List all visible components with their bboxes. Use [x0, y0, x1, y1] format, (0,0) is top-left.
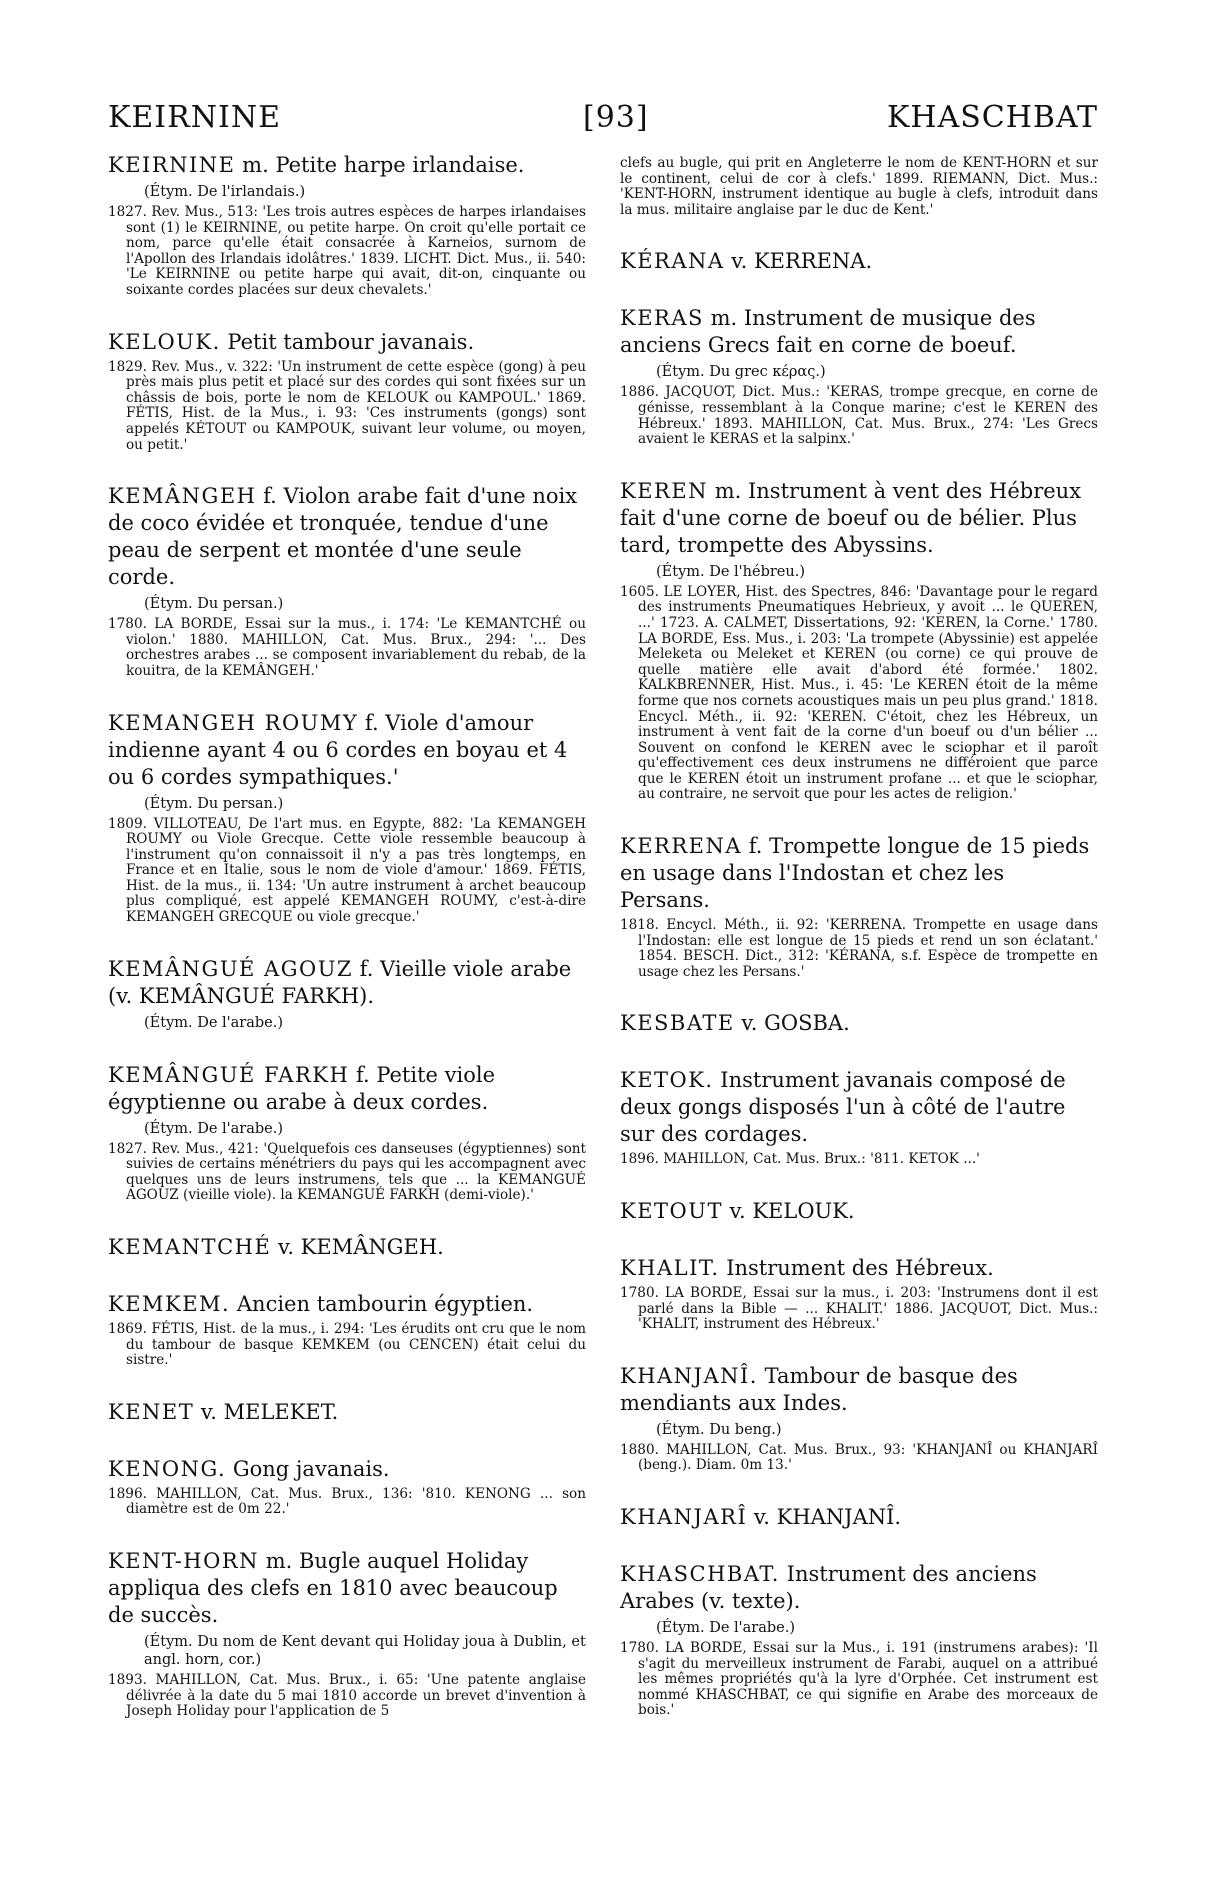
dictionary-entry — [620, 1067, 1098, 1168]
headword-line — [620, 1198, 1098, 1225]
headword: KENET — [108, 1399, 195, 1424]
headword: KEMANTCHÉ — [108, 1235, 272, 1260]
headword-line — [108, 1456, 586, 1483]
definition: v. MELEKET. — [194, 1399, 339, 1424]
dictionary-entry — [108, 483, 586, 679]
headword: KHASCHBAT. — [620, 1562, 780, 1586]
definition: Ancien tambourin égyptien. — [230, 1292, 534, 1317]
headword-line — [108, 956, 586, 1010]
headword: KENT-HORN — [108, 1549, 260, 1573]
citation: 1893. MAHILLON, Cat. Mus. Brux., i. 65: 'Une patente anglaise délivrée à la date du 5 mai 1810 accorde un brevet d'invention à Joseph Holiday pour l'application de 5 — [108, 1672, 586, 1720]
headword-line — [620, 478, 1098, 559]
dictionary-entry — [108, 710, 586, 926]
dictionary-entry — [620, 305, 1098, 447]
definition: m. Petite harpe irlandaise. — [235, 153, 525, 177]
definition: Instrument javanais composé de deux gongs disposés l'un à côté de l'autre sur des cordages. — [620, 1068, 1066, 1147]
headword: KEREN — [620, 478, 709, 503]
headword: KHANJARÎ — [620, 1505, 748, 1529]
definition: f. Vieille viole arabe (v. KEMÂNGUÉ FARKH). — [108, 956, 572, 1008]
headword: KEMÂNGEH — [108, 484, 257, 509]
headword-line — [108, 152, 586, 179]
headword: KENONG. — [108, 1456, 227, 1481]
headword-line — [108, 483, 586, 591]
headword: KHANJANÎ. — [620, 1363, 758, 1388]
citation: 1869. FÉTIS, Hist. de la mus., i. 294: 'Les érudits ont cru que le nom du tambour de basque KEMKEM (ou CENCEN) était celui du sistre.' — [108, 1321, 586, 1369]
headword: KETOK. — [620, 1068, 714, 1093]
dictionary-entry — [108, 329, 586, 454]
headword: KESBATE — [620, 1011, 735, 1036]
running-head-right: KHASCHBAT — [887, 100, 1098, 135]
definition: f. Viole d'amour indienne ayant 4 ou 6 cordes en boyau et 4 ou 6 cordes sympathiques.' — [108, 710, 568, 789]
definition: Petit tambour javanais. — [220, 329, 475, 354]
dictionary-entry — [620, 1255, 1098, 1333]
definition: f. Violon arabe fait d'une noix de coco évidée et tronquée, tendue d'une peau de serpent et montée d'une seule corde. — [108, 484, 578, 590]
definition: v. KHANJANÎ. — [747, 1505, 902, 1529]
headword-line — [620, 1010, 1098, 1037]
dictionary-entry — [108, 1456, 586, 1518]
citation: 1827. Rev. Mus., 513: 'Les trois autres espèces de harpes irlandaises sont (1) le KEIRNINE, ou petite harpe. On croit qu'elle portait ce nom, parce qu'elle était consacrée à Karneios, surnom de l'Apollon des Irlandais idolâtres.' 1839. LICHT. Dict. Mus., ii. 540: 'Le KEIRNINE ou petite harpe qui avait, dit-on, cinquante ou soixante cordes placées sur deux chevalets.' — [108, 204, 586, 298]
definition: m. Instrument de musique des anciens Grecs fait en corne de boeuf. — [620, 306, 1036, 358]
citation: 1780. LA BORDE, Essai sur la mus., i. 203: 'Instrumens dont il est parlé dans la Bible — ... KHALIT.' 1886. JACQUOT, Dict. Mus.: 'KHALIT, instrument des Hébreux.' — [620, 1285, 1098, 1333]
headword: KERRENA — [620, 834, 743, 859]
definition: m. Instrument à vent des Hébreux fait d'une corne de boeuf ou de bélier. Plus tard, trompette des Abyssins. — [620, 478, 1082, 557]
citation: 1880. MAHILLON, Cat. Mus. Brux., 93: 'KHANJANÎ ou KHANJARÎ (beng.). Diam. 0m 13.' — [620, 1441, 1098, 1474]
definition: v. GOSBA. — [734, 1011, 850, 1036]
citation: 1780. LA BORDE, Essai sur la Mus., i. 191 (instrumens arabes): 'Il s'agit du merveilleux instrument de Farabi, auquel on a attribué les mêmes propriétés qu'à la lyre d'Orphée. Cet instrument est nommé KHASCHBAT, ce qui signifie en Arabe des morceaux de bois.' — [620, 1640, 1098, 1719]
citation: 1605. LE LOYER, Hist. des Spectres, 846: 'Davantage pour le regard des instruments Pneumatiques Hebrieux, y avoit ... le QUEREN, ...' 1723. A. CALMET, Dissertations, 92: 'KEREN, la Corne.' 1780. LA BORDE, Ess. Mus., i. 203: 'La trompete (Abyssinie) est appelée Meleketa ou Meleket et KEREN (ou corne) ce qui prouve de quelle matière elle avait d'abord été formée.' 1802. KALKBRENNER, Hist. Mus., i. 45: 'Le KEREN étoit de la même forme que nos cornets acoustiques mais un peu plus grand.' 1818. Encycl. Méth., ii. 92: 'KEREN. C'étoit, chez les Hébreux, un instrument à vent fait de la corne d'un boeuf ou d'un bélier ... Souvent on confond le KEREN avec le sciophar et il paroît qu'effectivement ces deux instrumens ne différoient que parce que le KEREN étoit un instrument profane ... et que le sciophar, au contraire, ne servoit que pour les actes de religion.' — [620, 583, 1098, 803]
headword: KETOUT — [620, 1199, 723, 1224]
definition: m. Bugle auquel Holiday appliqua des clefs en 1810 avec beaucoup de succès. — [108, 1549, 558, 1627]
etymology: (Étym. De l'arabe.) — [144, 1014, 284, 1031]
dictionary-entry — [108, 1062, 586, 1204]
left-column — [108, 152, 586, 1750]
citation: 1818. Encycl. Méth., ii. 92: 'KERRENA. Trompette en usage dans l'Indostan: elle est longue de 15 pieds et rend un son éclatant.' 1854. BESCH. Dict., 312: 'KÉRANA, s.f. Espèce de trompette en usage chez les Persans.' — [620, 917, 1098, 980]
citation: clefs au bugle, qui prit en Angleterre le nom de KENT-HORN et sur le continent, celui de cor à clefs.' 1899. RIEMANN, Dict. Mus.: 'KENT-HORN, instrument identique au bugle à clefs, introduit dans la mus. militaire anglaise par le duc de Kent.' — [620, 155, 1098, 218]
headword-line — [108, 710, 586, 791]
definition: Instrument des Hébreux. — [719, 1256, 994, 1281]
headword: KELOUK. — [108, 329, 221, 354]
citation: 1896. MAHILLON, Cat. Mus. Brux.: '811. KETOK ...' — [620, 1151, 980, 1168]
etymology: (Étym. Du nom de Kent devant qui Holiday joua à Dublin, et angl. horn, cor.) — [144, 1634, 586, 1668]
headword-line — [620, 1255, 1098, 1282]
right-column — [620, 152, 1098, 1749]
dictionary-entry — [108, 1548, 586, 1720]
citation: 1809. VILLOTEAU, De l'art mus. en Egypte, 882: 'La KEMANGEH ROUMY ou Viole Grecque. Cette viole ressemble beaucoup à l'instrument qu'on connaissoit il n'y a pas très longtemps, en France et en Italie, sous le nom de viole d'amour.' 1869. FÉTIS, Hist. de la mus., ii. 134: 'Un autre instrument à archet beaucoup plus compliqué, est appelé KEMANGEH ROUMY, c'est-à-dire KEMANGEH GRECQUE ou viole grecque.' — [108, 815, 586, 926]
etymology: (Étym. Du persan.) — [144, 596, 284, 613]
etymology: (Étym. Du beng.) — [656, 1421, 782, 1438]
definition: Tambour de basque des mendiants aux Indes. — [620, 1363, 1018, 1415]
headword: KHALIT. — [620, 1256, 720, 1281]
headword-line — [108, 1234, 586, 1261]
etymology: (Étym. De l'arabe.) — [656, 1620, 796, 1636]
definition: f. Petite viole égyptienne ou arabe à deux cordes. — [108, 1062, 495, 1114]
page-number: [93] — [583, 100, 649, 135]
etymology: (Étym. Du persan.) — [144, 795, 284, 812]
running-head — [108, 100, 1098, 140]
headword: KEMKEM. — [108, 1292, 231, 1317]
citation: 1827. Rev. Mus., 421: 'Quelquefois ces danseuses (égyptiennes) sont suivies de certains ménétriers du pays qui les accompagnent avec quelques uns de leurs instrumens, tels que ... la KEMANGUÉ AGOUZ (vieille viole). la KEMANGUÉ FARKH (demi-viole).' — [108, 1140, 586, 1204]
etymology: (Étym. De l'irlandais.) — [144, 184, 306, 200]
headword-line — [108, 329, 586, 356]
definition: v. KERRENA. — [724, 249, 873, 274]
headword-line — [108, 1062, 586, 1116]
dictionary-entry — [620, 1561, 1098, 1719]
etymology: (Étym. De l'arabe.) — [144, 1120, 284, 1137]
running-head-left: KEIRNINE — [108, 100, 281, 135]
dictionary-entry — [108, 152, 586, 299]
citation: 1780. LA BORDE, Essai sur la mus., i. 174: 'Le KEMANTCHÉ ou violon.' 1880. MAHILLON, Cat. Mus. Brux., 294: '... Des orchestres arabes ... se composent invariablement du rebab, de la kouitra, de la KEMÂNGEH.' — [108, 616, 586, 679]
dictionary-entry — [620, 1010, 1098, 1037]
headword-line — [620, 305, 1098, 359]
headword-line — [620, 1363, 1098, 1417]
etymology: (Étym. Du grec κέρας.) — [656, 364, 826, 381]
dictionary-entry — [108, 1291, 586, 1369]
definition: v. KEMÂNGEH. — [271, 1235, 444, 1260]
citation: 1829. Rev. Mus., v. 322: 'Un instrument de cette espèce (gong) à peu près mais plus petit et placé sur des cordes qui sont fixées sur un châssis de bois, porte le nom de KELOUK ou KAMPOUL.' 1869. FÉTIS, Hist. de la Mus., i. 93: 'Ces instruments (gongs) sont appelés KÉTOUT ou KAMPOUK, suivant leur volume, ou moyen, ou petit.' — [108, 358, 586, 453]
headword: KERAS — [620, 306, 704, 331]
definition: f. Trompette longue de 15 pieds en usage dans l'Indostan et chez les Persans. — [620, 834, 1090, 913]
dictionary-entry — [620, 156, 1098, 218]
headword-line — [108, 1291, 586, 1318]
headword-line — [108, 1399, 586, 1426]
dictionary-entry — [620, 1363, 1098, 1474]
dictionary-entry — [620, 1198, 1098, 1225]
headword-line — [620, 833, 1098, 914]
citation: 1896. MAHILLON, Cat. Mus. Brux., 136: '810. KENONG ... son diamètre est de 0m 22.' — [108, 1485, 586, 1518]
definition: Gong javanais. — [226, 1456, 390, 1481]
headword-line — [620, 248, 1098, 275]
headword: KÉRANA — [620, 249, 725, 274]
etymology: (Étym. De l'hébreu.) — [656, 563, 805, 580]
headword: KEMANGEH ROUMY — [108, 710, 359, 735]
dictionary-entry — [620, 478, 1098, 803]
headword-line — [108, 1548, 586, 1629]
headword-line — [620, 1561, 1098, 1615]
dictionary-entry — [620, 833, 1098, 980]
dictionary-entry — [108, 1399, 586, 1426]
dictionary-entry — [108, 1234, 586, 1261]
dictionary-entry — [620, 248, 1098, 275]
definition: v. KELOUK. — [722, 1199, 855, 1224]
headword-line — [620, 1067, 1098, 1148]
headword: KEMÂNGUÉ FARKH — [108, 1062, 350, 1087]
headword: KEMÂNGUÉ AGOUZ — [108, 956, 353, 981]
headword: KEIRNINE — [108, 153, 236, 177]
dictionary-entry — [620, 1504, 1098, 1531]
citation: 1886. JACQUOT, Dict. Mus.: 'KERAS, trompe grecque, en corne de génisse, ressemblant à la Conque marine; c'est le KEREN des Hébreux.' 1893. MAHILLON, Cat. Mus. Brux., 274: 'Les Grecs avaient le KERAS et la salpinx.' — [620, 384, 1098, 448]
dictionary-entry — [108, 956, 586, 1032]
headword-line — [620, 1504, 1098, 1531]
definition: Instrument des anciens Arabes (v. texte). — [620, 1562, 1037, 1613]
